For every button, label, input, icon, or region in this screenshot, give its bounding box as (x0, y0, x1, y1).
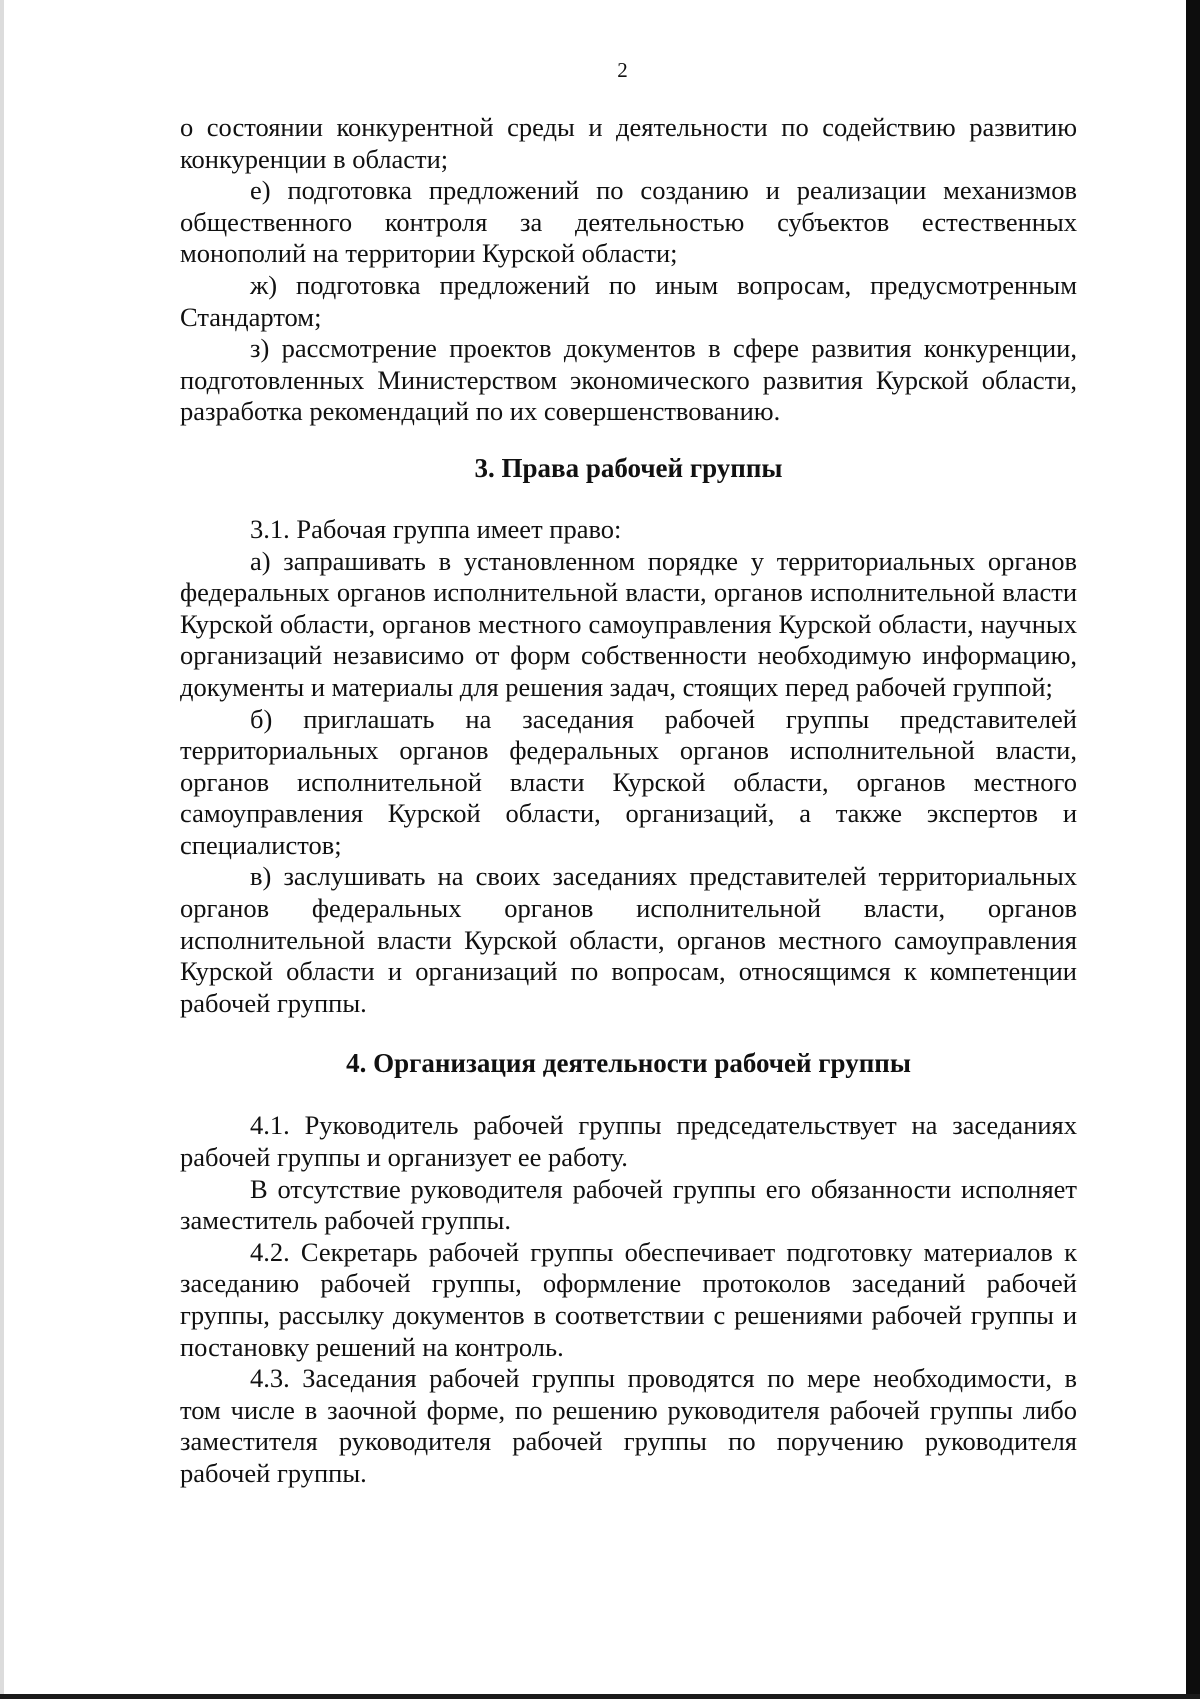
paragraph-item-e: е) подготовка предложений по созданию и реализации механизмов общественного контроля за деятельностью субъектов естественных монополий на территории Курской области; (180, 175, 1077, 269)
paragraph-intro-continuation: о состоянии конкурентной среды и деятельности по содействию развитию конкуренции в области; (180, 112, 1077, 174)
paragraph-3-1-b: б) приглашать на заседания рабочей группы представителей территориальных органов федеральных органов исполнительной власти, органов исполнительной власти Курской области, органов местного самоуправления Курской области, организаций, а также экспертов и специалистов; (180, 703, 1077, 860)
page-number: 2 (617, 58, 628, 82)
paragraph-4-2: 4.2. Секретарь рабочей группы обеспечивает подготовку материалов к заседанию рабочей группы, оформление протоколов заседаний рабочей группы, рассылку документов в соответствии с решениями рабочей группы и постановку решений на контроль. (180, 1236, 1077, 1362)
paragraph-4-3: 4.3. Заседания рабочей группы проводятся по мере необходимости, в том числе в заочной форме, по решению руководителя рабочей группы либо заместителя руководителя рабочей группы по поручению руководителя рабочей группы. (180, 1363, 1077, 1488)
document-body (180, 112, 1077, 1490)
scan-edge-left (0, 0, 4, 1699)
paragraph-item-z: з) рассмотрение проектов документов в сфере развития конкуренции, подготовленных Министерством экономического развития Курской области, разработка рекомендаций по их совершенствованию. (180, 333, 1077, 427)
paragraph-item-zh: ж) подготовка предложений по иным вопросам, предусмотренным Стандартом; (180, 269, 1077, 332)
scan-edge-right (1186, 0, 1200, 1699)
paragraph-4-1-absence: В отсутствие руководителя рабочей группы его обязанности исполняет заместитель рабочей группы. (180, 1173, 1077, 1236)
paragraph-3-1: 3.1. Рабочая группа имеет право: (250, 513, 622, 544)
section-3-heading: 3. Права рабочей группы (474, 452, 783, 483)
section-4-heading: 4. Организация деятельности рабочей группы (346, 1048, 911, 1079)
paragraph-4-1: 4.1. Руководитель рабочей группы председательствует на заседаниях рабочей группы и организует ее работу. (180, 1110, 1077, 1173)
paragraph-3-1-a: а) запрашивать в установленном порядке у территориальных органов федеральных органов исполнительной власти, органов исполнительной власти Курской области, органов местного самоуправления Курской области, научных организаций независимо от форм собственности необходимую информацию, документы и материалы для решения задач, стоящих перед рабочей группой; (180, 545, 1077, 702)
scan-edge-bottom (0, 1694, 1200, 1699)
paragraph-3-1-v: в) заслушивать на своих заседаниях представителей территориальных органов федеральных органов исполнительной власти, органов исполнительной власти Курской области, органов местного самоуправления Курской области и организаций по вопросам, относящимся к компетенции рабочей группы. (180, 861, 1077, 1018)
